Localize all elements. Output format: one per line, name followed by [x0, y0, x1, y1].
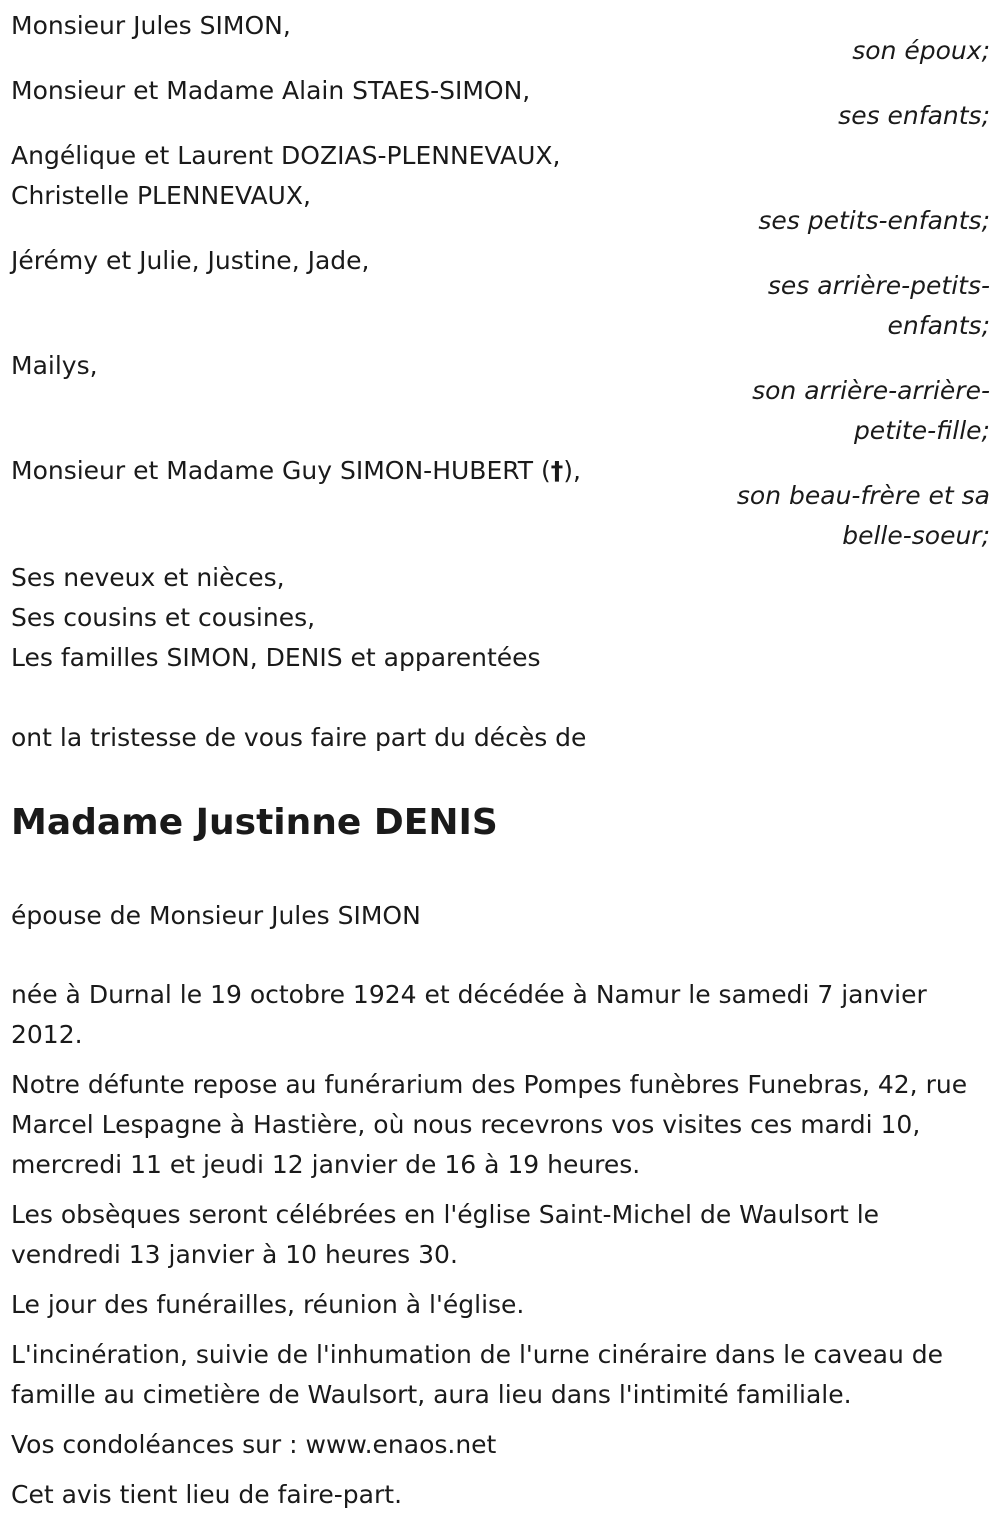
gathering-paragraph: Le jour des funérailles, réunion à l'église.	[11, 1290, 525, 1319]
condolences-paragraph: Vos condoléances sur : www.enaos.net	[11, 1430, 497, 1459]
notice-paragraph: Cet avis tient lieu de faire-part.	[11, 1480, 403, 1509]
family-entry-children	[11, 71, 990, 136]
family-name-line: Monsieur et Madame Guy SIMON-HUBERT (†),	[11, 456, 581, 485]
relation-label: son époux;	[852, 36, 990, 65]
family-entry-in-laws	[11, 451, 990, 556]
relation-label: ses enfants;	[838, 101, 990, 130]
family-name-line: Christelle PLENNEVAUX,	[11, 181, 311, 210]
relation-label: son beau-frère et sa belle-soeur;	[736, 481, 990, 550]
family-entry-spouse	[11, 6, 990, 71]
relatives-line: Ses neveux et nièces,	[11, 563, 285, 592]
family-name-line: Monsieur Jules SIMON,	[11, 11, 291, 40]
family-entry-great-great-grandchild	[11, 346, 990, 451]
relation-label: son arrière-arrière-petite-fille;	[752, 376, 990, 445]
ceremony-paragraph: Les obsèques seront célébrées en l'église Saint-Michel de Waulsort le vendredi 13 janvier à 10 heures 30.	[11, 1200, 880, 1269]
deceased-name: Madame Justinne DENIS	[11, 802, 498, 843]
announcement-text: ont la tristesse de vous faire part du décès de	[11, 723, 587, 752]
family-name-line: Monsieur et Madame Alain STAES-SIMON,	[11, 76, 531, 105]
relatives-list	[11, 558, 990, 678]
family-name-line: Jérémy et Julie, Justine, Jade,	[11, 246, 370, 275]
spouse-line: épouse de Monsieur Jules SIMON	[11, 901, 421, 930]
relatives-line: Les familles SIMON, DENIS et apparentées	[11, 643, 541, 672]
obituary-notice	[11, 6, 990, 1515]
relatives-line: Ses cousins et cousines,	[11, 603, 316, 632]
family-entry-grandchildren	[11, 136, 990, 241]
birth-death-paragraph: née à Durnal le 19 octobre 1924 et décédée à Namur le samedi 7 janvier 2012.	[11, 980, 927, 1049]
cross-icon: †	[550, 456, 564, 485]
family-entry-great-grandchildren	[11, 241, 990, 346]
cremation-paragraph: L'incinération, suivie de l'inhumation de l'urne cinéraire dans le caveau de famille au cimetière de Waulsort, aura lieu dans l'intimité familiale.	[11, 1340, 944, 1409]
relation-label: ses arrière-petits-enfants;	[767, 271, 990, 340]
family-name-line: Angélique et Laurent DOZIAS-PLENNEVAUX,	[11, 141, 561, 170]
family-name-line: Mailys,	[11, 351, 98, 380]
relation-label: ses petits-enfants;	[758, 206, 990, 235]
funeral-home-paragraph: Notre défunte repose au funérarium des Pompes funèbres Funebras, 42, rue Marcel Lespagne à Hastière, où nous recevrons vos visites ces mardi 10, mercredi 11 et jeudi 12 janvier de 16 à 19 heures.	[11, 1070, 968, 1179]
